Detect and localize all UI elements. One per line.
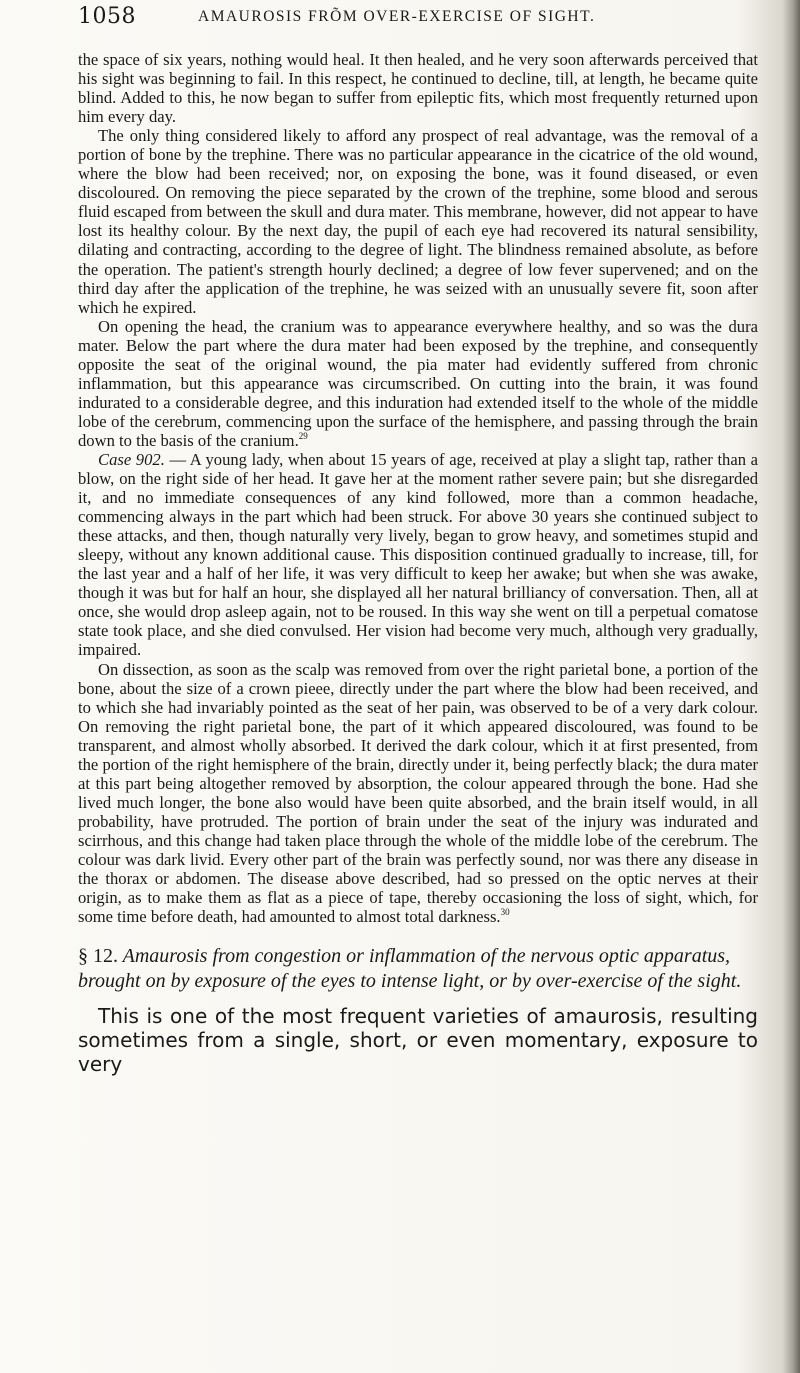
section-heading — [78, 944, 758, 994]
paragraph-dissection-1 — [78, 317, 758, 450]
page-number: 1058 — [78, 4, 136, 29]
case-label: Case 902. — [98, 449, 165, 469]
paragraph-text: This is one of the most frequent varieties of amaurosis, resulting sometimes from a single, short, or even momentary, exposure to very — [78, 1004, 758, 1077]
paragraph-text: On dissection, as soon as the scalp was removed from over the right parietal bone, a portion of the bone, about the size of a crown pieee, directly under the part where the blow had been received, and to which she had invariably pointed as the seat of her pain, was observed to be of a very dark colour. On removing the right parietal bone, the part of it which appeared discoloured, was found to be transparent, and almost wholly absorbed. It derived the dark colour, which it at first presented, from the portion of the right hemisphere of the brain, directly under it, being perfectly black; the dura mater at this part being altogether removed by absorption, the colour appeared through the bone. Had she lived much longer, the bone also would have been quite absorbed, and the brain itself would, in all probability, have protruded. The portion of brain under the seat of the injury was indurated and scirrhous, and this change had taken place through the whole of the middle lobe of the cerebrum. The colour was dark livid. Every other part of the brain was perfectly sound, nor was there any disease in the thorax or abdomen. The disease above described, had so pressed on the optic nerves at their origin, as to make them as flat as a piece of tape, thereby occasioning the loss of sight, which, for some time before death, had amounted to almost total darkness. — [78, 659, 758, 927]
body-text — [78, 50, 758, 1076]
paragraph-text: — A young lady, when about 15 years of age, received at play a slight tap, rather than a blow, on the right side of her head. It gave her at the moment rather severe pain; but she disregarded it, and no immediate consequences of any kind followed, more than a common headache, commencing always in the part which had been struck. For above 30 years she continued subject to these attacks, and then, though naturally very lively, began to grow heavy, and sometimes stupid and sleepy, without any known additional cause. This disposition continued gradually to increase, till, for the last year and a half of her life, it was very difficult to keep her awake; but when she was awake, though it was but for half an hour, she displayed all her natural brilliancy of conversation. Then, all at once, she would drop asleep again, not to be roused. In this way she went on till a perpetual comatose state took place, and she died convulsed. Her vision had become very much, although very gradually, impaired. — [78, 449, 758, 660]
paragraph-text: the space of six years, nothing would heal. It then healed, and he very soon afterwards perceived that his sight was beginning to fail. In this respect, he continued to decline, till, at length, he became quite blind. Added to this, he now began to suffer from epileptic fits, which most frequently returned upon him every day. — [78, 50, 758, 127]
paragraph-text: On opening the head, the cranium was to appearance everywhere healthy, and so was the dura mater. Below the part where the dura mater had been exposed by the trephine, and consequently opposite the seat of the original wound, the pia mater had evidently suffered from chronic inflammation, but this appearance was circumscribed. On cutting into the brain, it was found indurated to a considerable degree, and this induration had extended itself to the whole of the middle lobe of the cerebrum, commencing upon the surface of the hemisphere, and passing through the brain down to the basis of the cranium. — [78, 316, 758, 450]
running-head: AMAUROSIS FRÕM OVER-EXERCISE OF SIGHT. — [198, 8, 596, 25]
page-header — [78, 0, 758, 38]
section-title: Amaurosis from congestion or inflammation of the nervous optic apparatus, brought on by exposure of the eyes to intense light, or by over-exercise of the sight. — [78, 945, 742, 993]
paragraph-text: The only thing considered likely to afford any prospect of real advantage, was the removal of a portion of bone by the trephine. There was no particular appearance in the cicatrice of the old wound, where the blow had been received; nor, on exposing the bone, was it found diseased, or even discoloured. On removing the piece separated by the crown of the trephine, some blood and serous fluid escaped from between the skull and dura mater. This membrane, however, did not appear to have lost its healthy colour. By the next day, the pupil of each eye had recovered its natural sensibility, dilating and contracting, according to the degree of light. The blindness remained absolute, as before the operation. The patient's strength hourly declined; a degree of low fever supervened; and on the third day after the application of the trephine, he was seized with an unusually severe fit, soon after which he expired. — [78, 126, 758, 317]
section-number: § 12. — [78, 945, 118, 968]
paragraph-dissection-2 — [78, 660, 758, 927]
page-edge-shadow — [782, 0, 800, 1373]
footnote-ref-29: 29 — [298, 430, 308, 441]
paragraph-continued — [78, 50, 758, 126]
footnote-ref-30: 30 — [500, 907, 510, 918]
paragraph-case-902 — [78, 450, 758, 660]
paragraph-trephine — [78, 126, 758, 316]
section-intro-paragraph — [78, 1004, 758, 1076]
